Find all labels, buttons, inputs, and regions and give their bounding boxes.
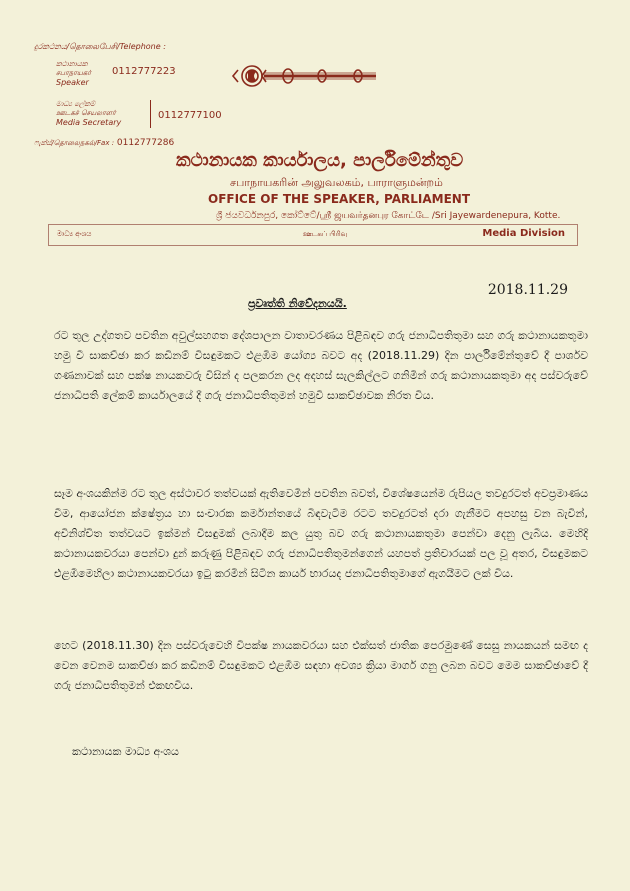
speaker-label-si: කථානායක [56, 60, 88, 68]
telephone-label: දුරකථනය/தொலைபேசி/Telephone : [34, 42, 166, 51]
speaker-phone: 0112777223 [112, 66, 176, 77]
paragraph-1: රට තුල උද්ගතව පවතින අවුල්සහගත දේශපාලන වාතාවරණය පිළිබඳව ගරු ජනාධිපතිතුමා සහ ගරු කථානායකතුමා හමු වී සාකච්ඡා කර කඩිනම් විසඳුමකට එළඹීම යෝග්‍ය බවට අද (2018.11.29) දින පාර්ලිමේන්තුවේ දී පාර්ශව ගණනාවක් සහ පක්ෂ නායකවරු විසින් ද පලකරන ලද අදහස් සැලකිල්ලට ගනිමින් ගරු කථානායකතුමා අද පස්වරුවේ ජනාධිපති ලේකම් කාර්යාලයේ දී ගරු ජනාධිපතිතුමන් හමුවී සාකච්ඡාවක නිරත විය. [54, 329, 588, 402]
document-date: 2018.11.29 [487, 282, 568, 298]
document-title: ප්‍රවෘත්ති නිවේදනයයි. [248, 297, 347, 310]
office-name-tamil: சபாநாயகரின் அலுவலகம், பாராளுமன்றம் [230, 176, 443, 189]
media-secretary-label [56, 100, 121, 127]
paragraph-2: සෑම අංශයකින්ම රට තුල අස්ථාවර තත්වයක් ඇතිවෙමින් පවතින බවත්, විශේෂයෙන්ම රුපියල තවදුරටත් අවප්‍රමාණය වීම, ආයෝජන ක්ෂේත්‍රය හා සංචාරක කර්මාන්තයේ බිඳවැටීම රටට තවදුරටත් දරා ගැනීමට අපහසු වන බැවින්, අවිනිශ්චිත තත්වයට ඉක්මන් විසඳුමක් ලබාදීම කල යුතු බව ගරු කථානායකතුමා පෙන්වා දෙනු ලැබීය. මෙහිදි කථානායකවරයා පෙන්වා දුන් කරුණු පිළිබඳව ගරු ජනාධිපතිතුමන්ගෙන් යහපත් ප්‍රතිචාරයක් පල වූ අතර, විසඳුමකට එළඹීමෙහිලා කථානායකවරයා ඉටු කරමින් සිටින කාර්ය භාරයද ජනාධිපතිතුමාගේ ඇගයීමට ලක් විය. [54, 487, 588, 580]
division-ta: ஊடகப் பிரிவு [303, 230, 348, 238]
mace-emblem-icon [230, 56, 380, 96]
office-address: ශ්‍රී ජයවර්ධනපුර, කෝට්ටේ/ஸ்ரீ ஜயவர்தனபுர கோட்டே /Sri Jayewardenepura, Kotte. [216, 211, 561, 221]
media-phone: 0112777100 [158, 110, 222, 121]
bracket-divider [150, 100, 155, 128]
paragraph-3: හෙට (2018.11.30) දින පස්වරුවෙහි විපක්ෂ නායකවරයා සහ එක්සත් ජාතික පෙරමුණේ සෙසු නායකයන් සමඟ ද වෙන වෙනම සාකච්ඡා කර කඩිනම් විසඳුමකට එළඹීම සඳහා අවශ්‍ය ක්‍රියා මාර්ග ගනු ලබන බවට මෙම සාකච්ඡාවේ දී ගරු ජනාධිපතිතුමන් එකඟවිය. [54, 639, 588, 692]
speaker-label-ta: சபாநாயகர் [56, 69, 92, 77]
speaker-label-en: Speaker [56, 78, 89, 87]
media-label-si: මාධ්‍ය ලේකම් [56, 100, 96, 108]
division-en: Media Division [482, 228, 565, 239]
office-name-sinhala: කථානායක කාර්යාලය, පාර්ලිමේන්තුව [176, 150, 464, 171]
signature: කථානායක මාධ්‍ය අංශය [72, 745, 179, 758]
office-name-english: OFFICE OF THE SPEAKER, PARLIAMENT [208, 192, 471, 206]
speaker-label [56, 60, 91, 87]
fax-line [34, 138, 174, 148]
media-label-ta: ஊடகச் செயலாளர் [56, 109, 116, 117]
fax-number: 0112777286 [116, 138, 175, 148]
fax-label: ෆැක්ස්/தொலைநகல்/Fax : [34, 139, 115, 147]
division-si: මාධ්‍ය අංශය [57, 230, 92, 238]
media-label-en: Media Secretary [56, 118, 122, 127]
media-division-box [48, 224, 578, 246]
